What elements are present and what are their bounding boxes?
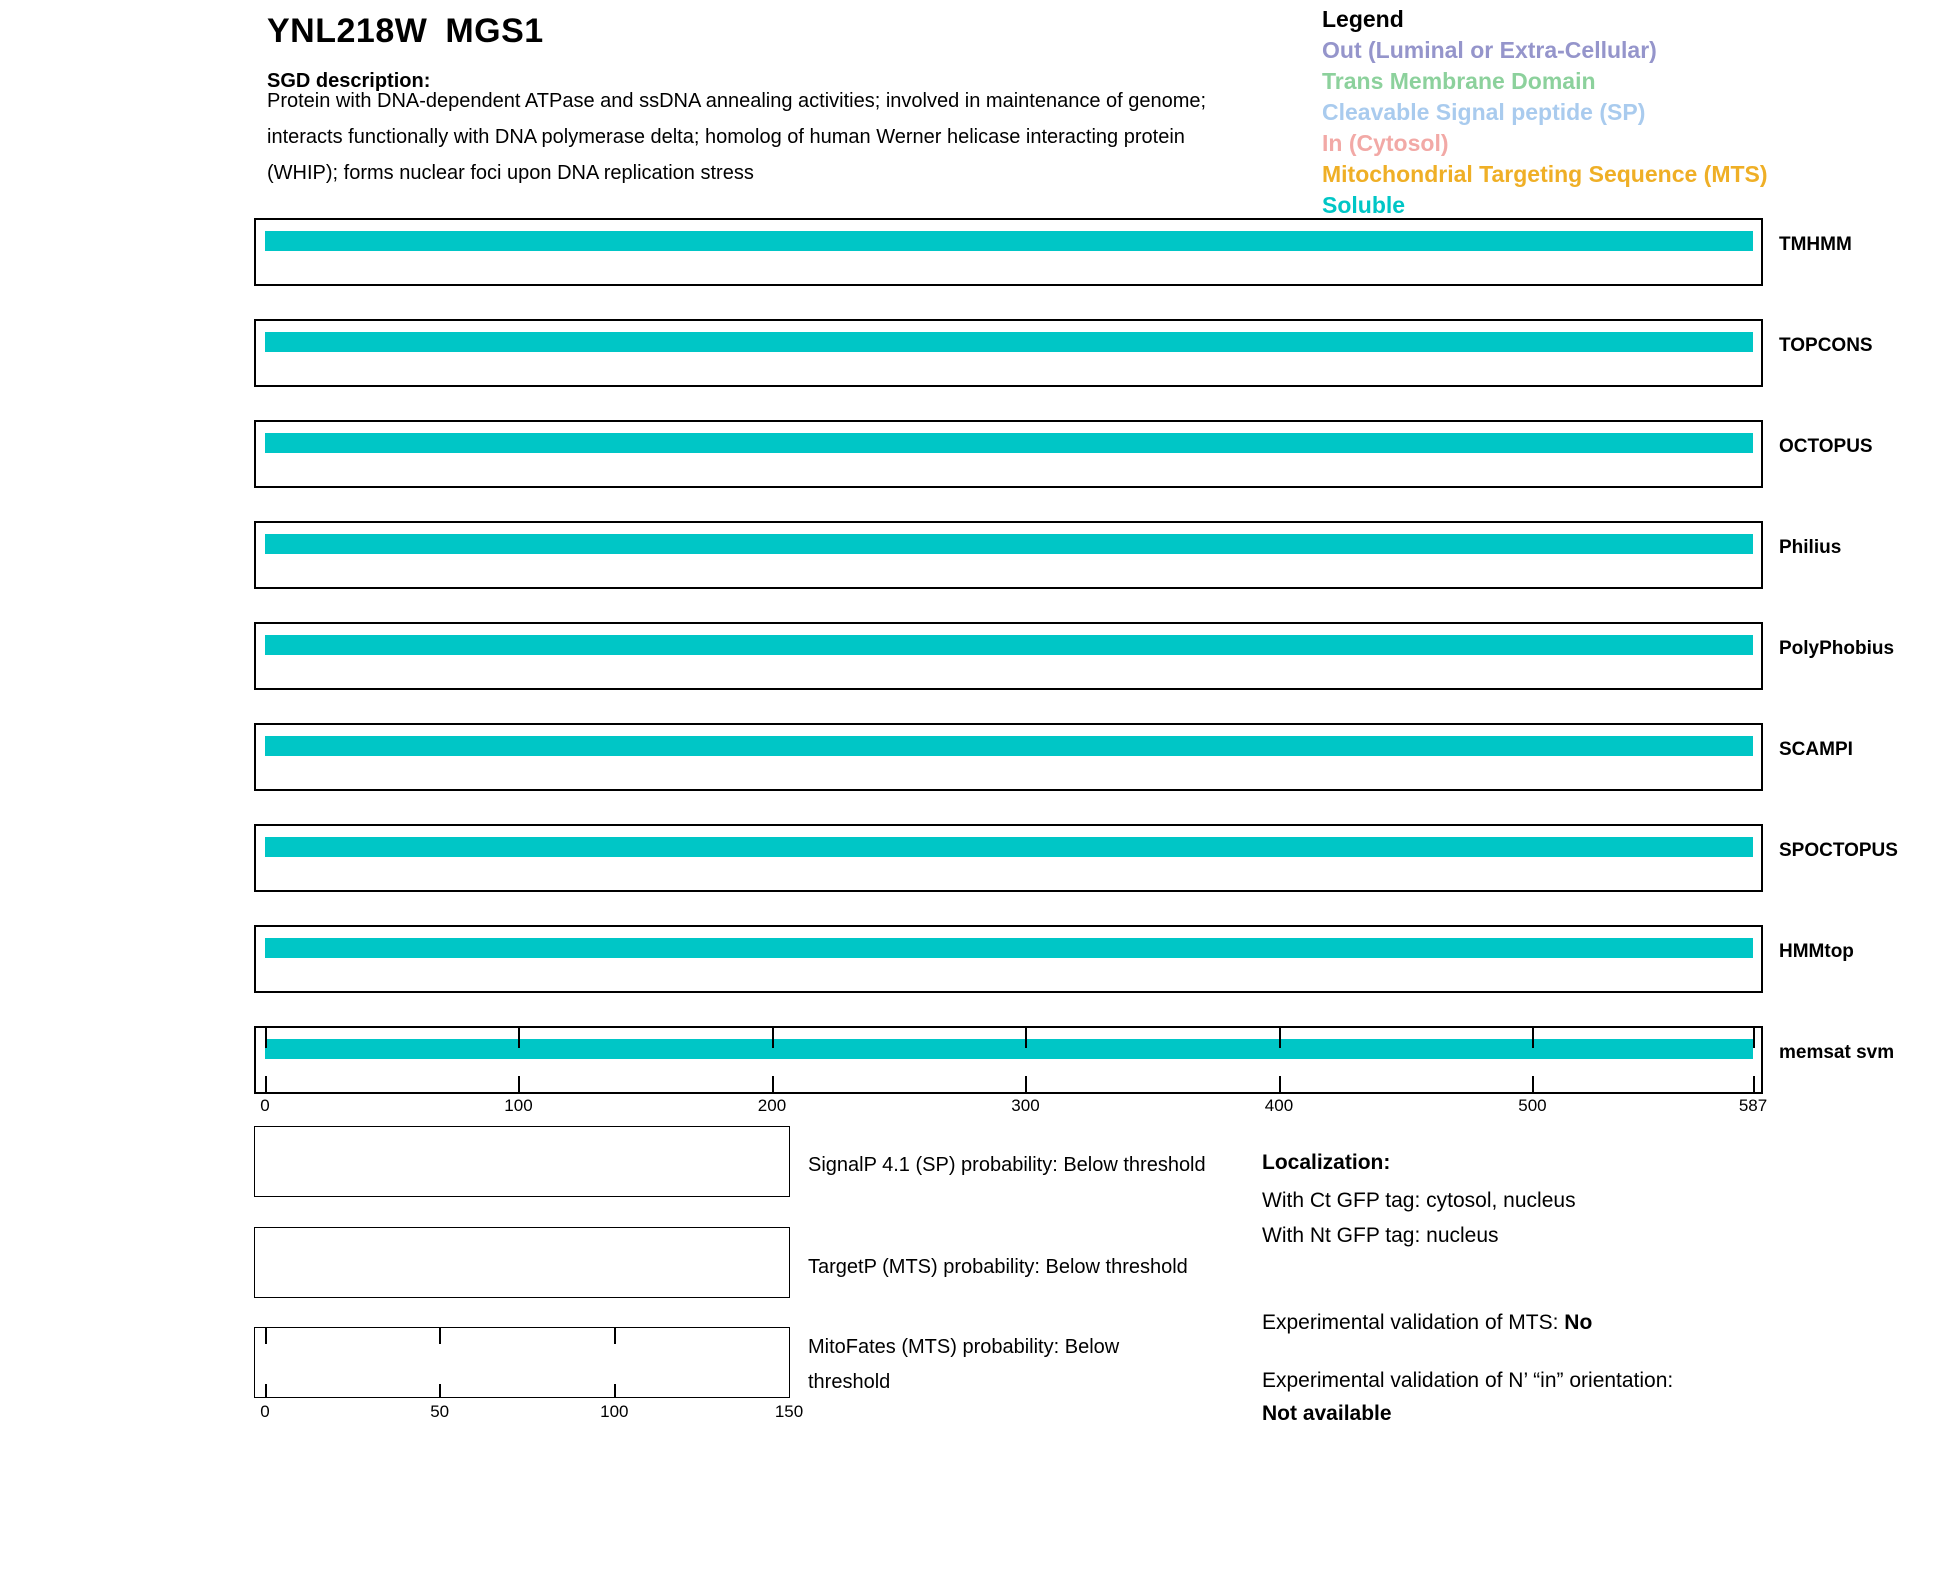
axis-tick (772, 1076, 774, 1092)
gene-name: MGS1 (445, 12, 544, 50)
axis-tick (614, 1384, 616, 1397)
predictor-track-box (254, 218, 1763, 286)
probability-panel-box (254, 1227, 790, 1298)
track-label: SCAMPI (1779, 739, 1853, 760)
axis-tick (1532, 1076, 1534, 1092)
legend-item-sp: Cleavable Signal peptide (SP) (1322, 99, 1646, 125)
axis-tick (265, 1328, 267, 1344)
axis-tick-label: 300 (1011, 1096, 1040, 1115)
probability-panel-label: SignalP 4.1 (SP) probability: Below threshold (808, 1154, 1206, 1176)
track-label: PolyPhobius (1779, 638, 1895, 659)
legend-item-out: Out (Luminal or Extra-Cellular) (1322, 37, 1657, 63)
topology-bar-soluble (265, 938, 1753, 958)
predictor-track-box (254, 1026, 1763, 1094)
axis-tick (614, 1328, 616, 1344)
axis-tick (1279, 1076, 1281, 1092)
track-label: HMMtop (1779, 941, 1854, 962)
track-label: TMHMM (1779, 234, 1852, 255)
predictor-track-box (254, 622, 1763, 690)
predictor-track-box (254, 723, 1763, 791)
legend-title: Legend (1322, 6, 1404, 32)
mts-validation (1262, 1306, 1592, 1339)
axis-tick (1532, 1028, 1534, 1048)
axis-tick-label: 100 (600, 1402, 629, 1421)
legend-item-soluble: Soluble (1322, 192, 1406, 218)
topology-bar-soluble (265, 231, 1753, 251)
predictor-track-box (254, 521, 1763, 589)
sgd-description-line: Protein with DNA-dependent ATPase and ssDNA annealing activities; involved in maintenance of genome; (267, 90, 1207, 112)
track-label: OCTOPUS (1779, 436, 1873, 457)
topology-bar-soluble (265, 837, 1753, 857)
probability-panel-box (254, 1126, 790, 1197)
predictor-track-box (254, 925, 1763, 993)
axis-tick (265, 1076, 267, 1092)
axis-tick-label: 500 (1518, 1096, 1547, 1115)
axis-tick (1753, 1028, 1755, 1048)
sgd-description-line: interacts functionally with DNA polymerase delta; homolog of human Werner helicase interacting protein (267, 126, 1185, 148)
axis-tick-label: 0 (260, 1402, 270, 1421)
legend (1322, 4, 1768, 221)
predictor-track-box (254, 420, 1763, 488)
track-label: SPOCTOPUS (1779, 840, 1898, 861)
track-label: Philius (1779, 537, 1842, 558)
legend-item-mts: Mitochondrial Targeting Sequence (MTS) (1322, 161, 1768, 187)
predictor-track-box (254, 824, 1763, 892)
track-label: memsat svm (1779, 1042, 1895, 1063)
axis-tick (1279, 1028, 1281, 1048)
axis-tick-label: 587 (1738, 1096, 1768, 1115)
sgd-description-label: SGD description: (267, 70, 431, 92)
topology-bar-soluble (265, 736, 1753, 756)
probability-panel-label: TargetP (MTS) probability: Below threshold (808, 1256, 1188, 1278)
axis-tick-label: 100 (504, 1096, 533, 1115)
probability-panel-label: MitoFates (MTS) probability: Below threshold (808, 1336, 1120, 1393)
mts-validation-prefix: Experimental validation of MTS: (1262, 1311, 1565, 1334)
page-title (267, 12, 544, 51)
predictor-track-box (254, 319, 1763, 387)
axis-tick (439, 1384, 441, 1397)
topology-bar-soluble (265, 534, 1753, 554)
axis-tick-label: 0 (260, 1096, 270, 1115)
axis-tick (265, 1028, 267, 1048)
localization-ct-gfp: With Ct GFP tag: cytosol, nucleus (1262, 1189, 1576, 1212)
probability-panel-box (254, 1327, 790, 1398)
axis-tick (439, 1328, 441, 1344)
axis-tick (1025, 1028, 1027, 1048)
axis-tick (772, 1028, 774, 1048)
legend-item-in: In (Cytosol) (1322, 130, 1449, 156)
sgd-description-line: (WHIP); forms nuclear foci upon DNA replication stress (267, 162, 754, 184)
localization-nt-gfp: With Nt GFP tag: nucleus (1262, 1224, 1499, 1247)
topology-bar-soluble (265, 433, 1753, 453)
axis-tick (1025, 1076, 1027, 1092)
mts-validation-value: No (1564, 1311, 1593, 1334)
axis-tick (265, 1384, 267, 1397)
gene-id: YNL218W (267, 12, 428, 50)
topology-bar-soluble (265, 635, 1753, 655)
axis-tick-label: 50 (430, 1402, 450, 1421)
axis-tick (1753, 1076, 1755, 1092)
axis-tick-label: 400 (1264, 1096, 1294, 1115)
legend-item-tm: Trans Membrane Domain (1322, 68, 1596, 94)
orientation-validation (1262, 1364, 1712, 1430)
topology-bar-soluble (265, 332, 1753, 352)
axis-tick-label: 200 (757, 1096, 787, 1115)
track-label: TOPCONS (1779, 335, 1873, 356)
axis-tick-label: 150 (774, 1402, 804, 1421)
axis-tick (518, 1028, 520, 1048)
legend-items (1322, 35, 1768, 221)
axis-tick (518, 1076, 520, 1092)
orientation-validation-prefix: Experimental validation of N’ “in” orientation: (1262, 1369, 1674, 1392)
localization-heading: Localization: (1262, 1151, 1391, 1174)
topology-bar-soluble (265, 1039, 1753, 1059)
orientation-validation-value: Not available (1262, 1402, 1392, 1425)
